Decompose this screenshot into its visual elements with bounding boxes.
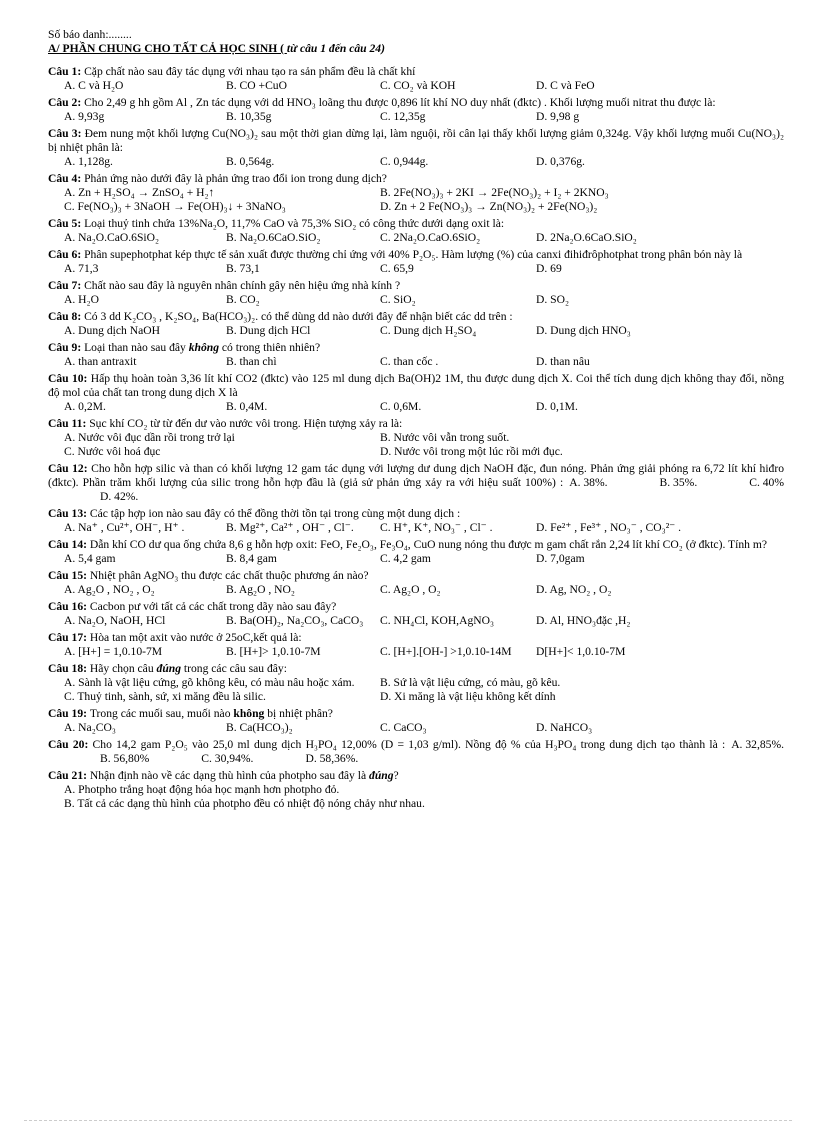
answer-option[interactable]: C. than cốc . [380, 355, 439, 368]
question-block [48, 279, 784, 307]
answer-option[interactable]: A. [H+] = 1,0.10-7M [64, 645, 163, 658]
question-text: Hấp thụ hoàn toàn 3,36 lít khí CO2 (đktc) vào 125 ml dung dịch Ba(OH)2 1M, thu được dung dịch X. Coi thể tích dung dịch không thay đổi, nồng độ mol của chất tan trong dung dịch X là [48, 372, 784, 399]
answer-option[interactable]: B. 73,1 [226, 262, 260, 275]
question-number: Câu 20: [48, 738, 93, 751]
question-text: Cacbon pư với tất cả các chất trong dãy nào sau đây? [89, 600, 337, 613]
answer-option[interactable]: C. [H+].[OH-] >1,0.10-14M [380, 645, 512, 658]
question-block [48, 341, 784, 369]
question-block [48, 462, 784, 504]
answer-option[interactable]: B. Ca(HCO₃)₂ [226, 721, 293, 734]
question-block [48, 662, 784, 704]
question-stem [48, 372, 784, 400]
question-block [48, 310, 784, 338]
answer-row [48, 231, 784, 245]
question-number: Câu 18: [48, 662, 90, 675]
answer-option[interactable]: A. 32,85%. [731, 738, 784, 751]
answer-option[interactable]: A. 71,3 [64, 262, 99, 275]
answer-option[interactable]: B. Ag₂O , NO₂ [226, 583, 295, 596]
answer-option[interactable]: D. 42%. [100, 490, 139, 503]
answer-option[interactable]: A. Ag₂O , NO₂ , O₂ [64, 583, 155, 596]
answer-row [48, 552, 784, 566]
question-stem [48, 279, 784, 293]
answer-option[interactable]: D. 0,376g. [536, 155, 585, 168]
question-block [48, 96, 784, 124]
question-stem [48, 127, 784, 155]
answer-option[interactable]: D. Fe²⁺ , Fe³⁺ , NO₃⁻ , CO₃²⁻ . [536, 521, 682, 534]
answer-option[interactable]: D. NaHCO₃ [536, 721, 593, 734]
question-block [48, 417, 784, 459]
question-text: Loại than nào sau đây không có trong thiên nhiên? [84, 341, 321, 354]
question-block [48, 631, 784, 659]
answer-row [48, 400, 784, 414]
question-number: Câu 9: [48, 341, 85, 354]
question-number: Câu 13: [48, 507, 90, 520]
question-stem [48, 341, 784, 355]
answer-option[interactable]: B. Nước vôi vẫn trong suốt. [380, 431, 510, 444]
answer-option[interactable]: C. 12,35g [380, 110, 426, 123]
answer-option[interactable]: A. Sành là vật liệu cứng, gõ không kêu, có màu nâu hoặc xám. [64, 676, 355, 689]
question-block [48, 707, 784, 735]
answer-option[interactable]: C. Thuỷ tinh, sành, sứ, xi măng đều là silic. [64, 690, 266, 703]
answer-option[interactable]: A. Photpho trắng hoạt động hóa học mạnh hơn photpho đỏ. [64, 783, 340, 796]
answer-option[interactable]: C. 40% [749, 476, 784, 489]
question-text: Cho 14,2 gam P₂O₅ vào 25,0 ml dung dịch H₃PO₄ 12,00% (D = 1,03 g/ml). Nồng độ % của H₃PO₄ trong dung dịch tạo thành là : [92, 738, 726, 751]
answer-option[interactable]: A. H₂O [64, 293, 99, 306]
question-text: Cho 2,49 g hh gồm Al , Zn tác dụng với dd HNO₃ loãng thu được 0,896 lít khí NO duy nhất (đktc) . Khối lượng muối nitrat thu được là: [84, 96, 716, 109]
answer-option[interactable]: D. SO₂ [536, 293, 570, 306]
answer-option[interactable]: D. Dung dịch HNO₃ [536, 324, 631, 337]
question-stem [48, 707, 784, 721]
answer-option[interactable]: A. C và H₂O [64, 79, 124, 92]
page-bottom-divider [24, 1120, 792, 1121]
answer-row [48, 355, 784, 369]
question-number: Câu 21: [48, 769, 90, 782]
question-text: Đem nung một khối lượng Cu(NO₃)₂ sau một thời gian dừng lại, làm nguội, rồi cân lại thấy khối lượng giảm 0,324g. Vậy khối lượng muối Cu(NO₃)₂ bị nhiệt phân là: [48, 127, 784, 154]
answer-option[interactable]: B. 8,4 gam [226, 552, 277, 565]
answer-option[interactable]: D. 9,98 g [536, 110, 580, 123]
answer-option[interactable]: B. 35%. [659, 476, 698, 489]
answer-option[interactable]: D. Al, HNO₃đặc ,H₂ [536, 614, 631, 627]
answer-row [48, 614, 784, 628]
question-number: Câu 7: [48, 279, 85, 292]
answer-option[interactable]: C. Ag₂O , O₂ [380, 583, 441, 596]
answer-option[interactable]: D. Xi măng là vật liệu không kết dính [380, 690, 556, 703]
answer-option[interactable]: C. 65,9 [380, 262, 414, 275]
question-text: Nhận định nào về các dạng thù hình của photpho sau đây là đúng? [89, 769, 399, 782]
answer-option[interactable]: C. CO₂ và KOH [380, 79, 456, 92]
answer-row [48, 155, 784, 169]
answer-option[interactable]: B. Dung dịch HCl [226, 324, 311, 337]
question-block [48, 769, 784, 811]
question-number: Câu 6: [48, 248, 85, 261]
answer-option[interactable]: A. Dung dịch NaOH [64, 324, 160, 337]
answer-option[interactable]: A. 9,93g [64, 110, 105, 123]
question-block [48, 507, 784, 535]
answer-option[interactable]: B. Mg²⁺, Ca²⁺ , OH⁻ , Cl⁻. [226, 521, 354, 534]
answer-option[interactable]: B. CO₂ [226, 293, 260, 306]
answer-option[interactable]: B. 2Fe(NO₃)₃ + 2KI → 2Fe(NO₃)₂ + I₂ + 2KNO₃ [380, 186, 609, 199]
answer-option[interactable]: B. 10,35g [226, 110, 272, 123]
answer-option[interactable]: C. SiO₂ [380, 293, 416, 306]
section-title [48, 42, 788, 56]
answer-row [48, 186, 784, 200]
question-number: Câu 1: [48, 65, 85, 78]
question-number: Câu 16: [48, 600, 90, 613]
answer-option[interactable]: A. 1,128g. [64, 155, 113, 168]
question-block [48, 172, 784, 214]
question-number: Câu 2: [48, 96, 85, 109]
answer-option[interactable]: C. Nước vôi hoá đục [64, 445, 161, 458]
answer-row [48, 262, 784, 276]
question-text: Nhiệt phân AgNO₃ thu được các chất thuộc phương án nào? [89, 569, 369, 582]
answer-option[interactable]: C. 0,6M. [380, 400, 422, 413]
question-text: Sục khí CO₂ từ từ đến dư vào nước vôi trong. Hiện tượng xảy ra là: [89, 417, 403, 430]
question-text: Có 3 dd K₂CO₃ , K₂SO₄, Ba(HCO₃)₂. có thể dùng dd nào dưới đây để nhận biết các dd trên : [84, 310, 513, 323]
question-stem [48, 538, 784, 552]
question-number: Câu 10: [48, 372, 91, 385]
answer-row [48, 721, 784, 735]
answer-option[interactable]: D. 0,1M. [536, 400, 578, 413]
question-number: Câu 8: [48, 310, 85, 323]
question-block [48, 217, 784, 245]
answer-option[interactable]: C. NH₄Cl, KOH,AgNO₃ [380, 614, 495, 627]
answer-row [48, 79, 784, 93]
answer-option[interactable]: B. 0,564g. [226, 155, 275, 168]
answer-option[interactable]: A. 38%. [569, 476, 608, 489]
question-text: Các tập hợp ion nào sau đây có thể đồng thời tồn tại trong cùng một dung dịch : [89, 507, 461, 520]
answer-option[interactable]: B. Tất cả các dạng thù hình của photpho đều có nhiệt độ nóng chảy như nhau. [64, 797, 425, 810]
question-number: Câu 15: [48, 569, 90, 582]
answer-option[interactable]: B. 0,4M. [226, 400, 268, 413]
answer-option[interactable]: D. Ag, NO₂ , O₂ [536, 583, 612, 596]
answer-option[interactable]: B. than chì [226, 355, 277, 368]
answer-option[interactable]: C. 0,944g. [380, 155, 429, 168]
answer-option[interactable]: B. CO +CuO [226, 79, 287, 92]
question-stem [48, 600, 784, 614]
answer-option[interactable]: C. H⁺, K⁺, NO₃⁻ , Cl⁻ . [380, 521, 493, 534]
question-block [48, 248, 784, 276]
question-number: Câu 3: [48, 127, 85, 140]
answer-option[interactable]: A. 5,4 gam [64, 552, 116, 565]
question-block [48, 569, 784, 597]
question-text: Chất nào sau đây là nguyên nhân chính gây nên hiệu ứng nhà kính ? [84, 279, 401, 292]
answer-option[interactable]: B. Ba(OH)₂, Na₂CO₃, CaCO₃ [226, 614, 364, 627]
answer-option[interactable]: B. Na₂O.6CaO.SiO₂ [226, 231, 321, 244]
question-number: Câu 4: [48, 172, 85, 185]
question-stem [48, 631, 784, 645]
answer-option[interactable]: D. 69 [536, 262, 562, 275]
answer-option[interactable]: A. Na₂O, NaOH, HCl [64, 614, 166, 627]
question-stem [48, 738, 784, 766]
answer-option[interactable]: D. 7,0gam [536, 552, 585, 565]
section-range: từ câu 1 đến câu 24) [286, 42, 385, 55]
answer-option[interactable]: A. Nước vôi đục dần rồi trong trở lại [64, 431, 235, 444]
answer-option[interactable]: D. than nâu [536, 355, 590, 368]
answer-option[interactable]: D. Nước vôi trong một lúc rồi mới đục. [380, 445, 563, 458]
answer-option[interactable]: C. 2Na₂O.CaO.6SiO₂ [380, 231, 481, 244]
question-text: Phân supephotphat kép thực tế sản xuất được thường chỉ ứng với 40% P₂O₅. Hàm lượng (%) của canxi đihiđrôphotphat trong phân bón này là [84, 248, 743, 261]
answer-option[interactable]: B. [H+]> 1,0.10-7M [226, 645, 321, 658]
answer-row [48, 676, 784, 690]
question-text: Hòa tan một axit vào nước ở 25oC,kết quả là: [89, 631, 302, 644]
question-stem [48, 172, 784, 186]
answer-option[interactable]: B. 56,80% [100, 752, 150, 765]
student-number-label: Số báo danh:........ [48, 28, 132, 41]
question-text: Loại thuỷ tinh chứa 13%Na₂O, 11,7% CaO và 75,3% SiO₂ có công thức dưới dạng oxit là: [84, 217, 505, 230]
answer-option[interactable]: A. Na⁺ , Cu²⁺, OH⁻, H⁺ . [64, 521, 185, 534]
answer-option[interactable]: B. Sứ là vật liệu cứng, có màu, gõ kêu. [380, 676, 561, 689]
question-stem [48, 769, 784, 783]
answer-option[interactable]: A. Na₂CO₃ [64, 721, 116, 734]
answer-option[interactable]: C. CaCO₃ [380, 721, 427, 734]
question-block [48, 65, 784, 93]
answer-option[interactable]: D[H+]< 1,0.10-7M [536, 645, 626, 658]
question-number: Câu 11: [48, 417, 90, 430]
answer-option[interactable]: D. 2Na₂O.6CaO.SiO₂ [536, 231, 637, 244]
question-stem [48, 96, 784, 110]
question-stem [48, 662, 784, 676]
answer-row [48, 293, 784, 307]
question-block [48, 127, 784, 169]
answer-row [48, 521, 784, 535]
answer-option[interactable]: C. 4,2 gam [380, 552, 431, 565]
question-block [48, 738, 784, 766]
answer-row [48, 645, 784, 659]
answer-row [48, 200, 784, 214]
question-block [48, 600, 784, 628]
question-stem [48, 417, 784, 431]
question-text: Cặp chất nào sau đây tác dụng với nhau tạo ra sản phẩm đều là chất khí [84, 65, 416, 78]
answer-row [48, 110, 784, 124]
answer-option[interactable]: D. Zn + 2 Fe(NO₃)₃ → Zn(NO₃)₂ + 2Fe(NO₃)₂ [380, 200, 598, 213]
question-text: Hãy chọn câu đúng trong các câu sau đây: [89, 662, 287, 675]
question-stem [48, 65, 784, 79]
question-text: Phản ứng nào dưới đây là phản ứng trao đổi ion trong dung dịch? [84, 172, 387, 185]
answer-row [48, 431, 784, 445]
answer-option[interactable]: C. Fe(NO₃)₃ + 3NaOH → Fe(OH)₃↓ + 3NaNO₃ [64, 200, 286, 213]
question-text: Cho hỗn hợp silic và than có khối lượng 12 gam tác dụng với lượng dư dung dịch NaOH đặc, đun nóng. Phản ứng giải phóng ra 6,72 lít khí hiđro (đktc). Phần trăm khối lượng của silic trong hỗn hợp đầu là (giả sử phản ứng xảy ra với hiệu suất 100%) : [48, 462, 784, 489]
answer-option[interactable]: A. than antraxit [64, 355, 137, 368]
question-block [48, 538, 784, 566]
answer-row [48, 445, 784, 459]
answer-option[interactable]: A. 0,2M. [64, 400, 106, 413]
question-number: Câu 14: [48, 538, 90, 551]
answer-row [48, 583, 784, 597]
answer-option[interactable]: D. 58,36%. [305, 752, 359, 765]
question-stem [48, 507, 784, 521]
question-stem [48, 569, 784, 583]
question-block [48, 372, 784, 414]
question-number: Câu 5: [48, 217, 85, 230]
answer-row [48, 690, 784, 704]
question-text: Dẫn khí CO dư qua ống chứa 8,6 g hỗn hợp oxit: FeO, Fe₂O₃, Fe₃O₄, CuO nung nóng thu được m gam chất rắn 2,24 lít khí CO₂ (ở đktc). Tính m? [89, 538, 767, 551]
answer-option[interactable]: A. Na₂O.CaO.6SiO₂ [64, 231, 160, 244]
question-stem [48, 310, 784, 324]
answer-row [48, 324, 784, 338]
answer-option[interactable]: A. Zn + H₂SO₄ → ZnSO₄ + H₂↑ [64, 186, 215, 199]
section-title-text: A/ PHẦN CHUNG CHO TẤT CẢ HỌC SINH ( [48, 42, 287, 55]
question-stem [48, 248, 784, 262]
question-text: Trong các muối sau, muối nào không bị nhiệt phân? [89, 707, 333, 720]
question-number: Câu 12: [48, 462, 92, 475]
answer-option[interactable]: C. Dung dịch H₂SO₄ [380, 324, 477, 337]
question-stem [48, 462, 784, 504]
question-number: Câu 17: [48, 631, 90, 644]
question-list [48, 62, 784, 811]
exam-header [48, 28, 788, 56]
question-number: Câu 19: [48, 707, 90, 720]
answer-option[interactable]: D. C và FeO [536, 79, 595, 92]
answer-option[interactable]: C. 30,94%. [201, 752, 254, 765]
question-stem [48, 217, 784, 231]
